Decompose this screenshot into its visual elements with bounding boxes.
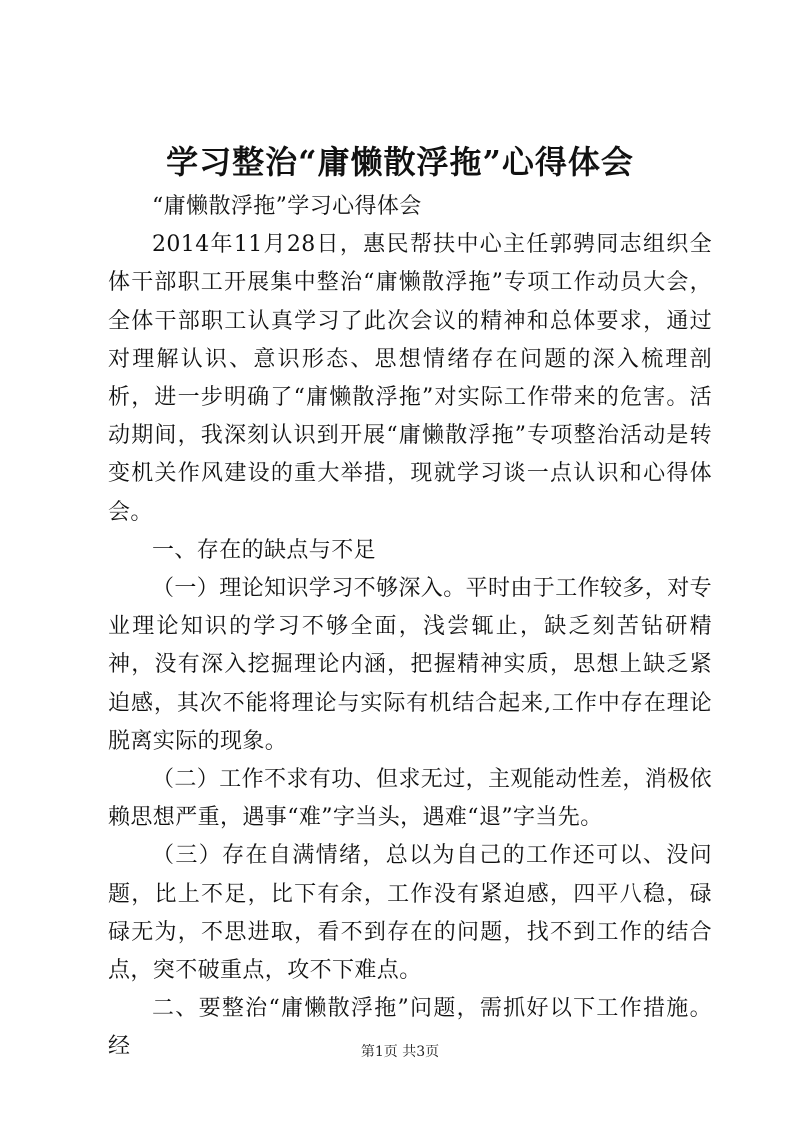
point-3-paragraph: （三）存在自满情绪，总以为自己的工作还可以、没问题，比上不足，比下有余，工作没有紧迫感，四平八稳，碌碌无为，不思进取，看不到存在的问题，找不到工作的结合点，突不破重点，攻不下难点。 xyxy=(108,843,712,984)
section-heading-1: 一、存在的缺点与不足 xyxy=(152,537,377,563)
point-1-paragraph: （一）理论知识学习不够深入。平时由于工作较多，对专业理论知识的学习不够全面，浅尝辄止，缺乏刻苦钻研精神，没有深入挖掘理论内涵，把握精神实质，思想上缺乏紧迫感，其次不能将理论与实际有机结合起来,工作中存在理论脱离实际的现象。 xyxy=(108,576,713,754)
point-2-paragraph: （二）工作不求有功、但求无过，主观能动性差，消极依赖思想严重，遇事“难”字当头，遇难“退”字当先。 xyxy=(108,767,713,831)
section-heading-2: 二、要整治“庸懒散浮拖”问题，需抓好以下工作措施。经 xyxy=(108,996,712,1060)
intro-paragraph: 2014年11月28日，惠民帮扶中心主任郭骋同志组织全体干部职工开展集中整治“庸懒散浮拖”专项工作动员大会，全体干部职工认真学习了此次会议的精神和总体要求，通过对理解认识、意识形态、思想情绪存在问题的深入梳理剖析，进一步明确了“庸懒散浮拖”对实际工作带来的危害。活动期间，我深刻认识到开展“庸懒散浮拖”专项整治活动是转变机关作风建设的重大举措，现就学习谈一点认识和心得体会。 xyxy=(108,232,712,525)
document-body xyxy=(108,188,712,1067)
page-number-footer: 第1页 共3页 xyxy=(360,1044,440,1060)
subtitle-paragraph: “庸懒散浮拖”学习心得体会 xyxy=(152,194,422,219)
document-title: 学习整治“庸懒散浮拖”心得体会 xyxy=(166,143,634,181)
